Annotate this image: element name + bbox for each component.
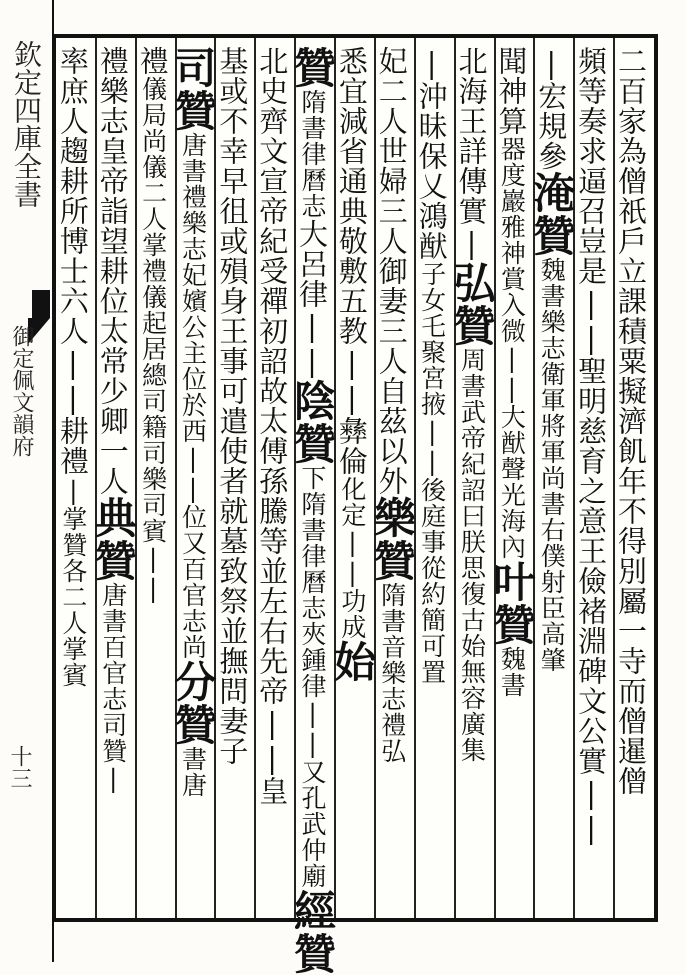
page-number: 十三: [7, 745, 32, 789]
text-column-10: [256, 46, 294, 914]
margin-fishtail-bar: [32, 290, 50, 318]
text-column-11: [216, 46, 254, 914]
headword: 贊: [288, 46, 338, 89]
main-text: |宏規參: [534, 46, 569, 171]
main-text: 妃二人世婦三人御妻三人自茲以外: [374, 46, 409, 496]
main-text: 北海王詳傳實|: [454, 46, 489, 261]
main-text: 悉宜減省通典敬敷五教||彝倫: [334, 46, 369, 476]
text-column-15: [57, 46, 95, 914]
text-column-13: [137, 46, 175, 914]
headword: 弘贊: [447, 261, 497, 347]
annotation-text: 隋書律曆志: [298, 89, 328, 219]
annotation-text: 書唐: [178, 746, 208, 798]
annotation-text: 唐書禮樂志妃嬪公主位於西||位又百官志尚: [178, 132, 208, 660]
text-column-5: [447, 46, 497, 914]
annotation-text: 子女乇聚宮掖||後庭事從約簡可置: [417, 261, 447, 685]
main-text: 二百家為僧祇戶立課積粟擬濟飢年不得別屬一寺而僧暹僧: [613, 46, 648, 796]
main-text: 基或不幸早徂或殞身王事可遣使者就墓致祭並撫問妻子: [215, 46, 250, 766]
text-frame: [52, 34, 658, 975]
annotation-text: 魏書樂志衛軍將軍尚書右僕射臣高肇: [537, 257, 567, 673]
book-title: 御定佩文韻府: [9, 325, 34, 457]
headword: 淹贊: [527, 171, 577, 257]
headword: 典贊: [88, 496, 138, 582]
headword: 樂贊: [367, 496, 417, 582]
headword: 分贊: [168, 660, 218, 746]
main-text: 禮: [135, 46, 170, 76]
headword: 叶贊: [487, 560, 537, 646]
annotation-text: |掌贊各二人掌賓: [58, 476, 88, 688]
text-column-12: [168, 46, 218, 914]
annotation-text: 唐書百官志司贊|: [98, 582, 128, 794]
left-margin: [0, 0, 54, 962]
text-column-9: [288, 46, 338, 975]
annotation-text: 儀局尚儀二人掌禮儀起居總司籍司樂司賓||: [138, 76, 168, 604]
text-column-6: [416, 46, 454, 914]
annotation-text: 化定||功成: [337, 476, 367, 640]
main-text: |沖昧保乂鴻猷: [414, 46, 449, 261]
text-column-14: [88, 46, 138, 914]
text-column-4: [487, 46, 537, 914]
headword: 經贊: [288, 889, 338, 975]
annotation-text: 魏書: [497, 646, 527, 698]
headword: 始: [327, 640, 377, 683]
main-text: 聞神算: [494, 46, 529, 136]
main-text: 禮樂志皇帝詣望耕位太常少卿一人: [95, 46, 130, 496]
annotation-text: 周書武帝紀詔曰朕思復古始無容廣集: [457, 347, 487, 763]
annotation-text: 隋書音樂志禮弘: [377, 582, 407, 764]
main-text: 頻等奏求逼召豈是||聖明慈育之意王儉褚淵碑文公實||: [574, 46, 609, 846]
annotation-text: 下隋書律曆志夾鍾律||又孔武仲廟: [298, 465, 328, 889]
main-text: 大呂律||: [295, 219, 330, 379]
text-column-3: [527, 46, 577, 914]
text-column-2: [575, 46, 613, 914]
annotation-text: 器度巖雅神賞入微||大猷聲光海內: [497, 136, 527, 560]
main-text: 北史齊文宣帝紀受禪初詔故太傅孫騰等並左右先帝||皇: [255, 46, 290, 806]
text-column-7: [367, 46, 417, 914]
text-column-8: [327, 46, 377, 914]
text-column-1: [615, 46, 653, 914]
headword: 陰贊: [288, 379, 338, 465]
headword: 司贊: [168, 46, 218, 132]
main-text: 率庶人趨耕所博士六人||耕禮: [55, 46, 90, 476]
collection-title: 欽定四庫全書: [10, 40, 43, 208]
